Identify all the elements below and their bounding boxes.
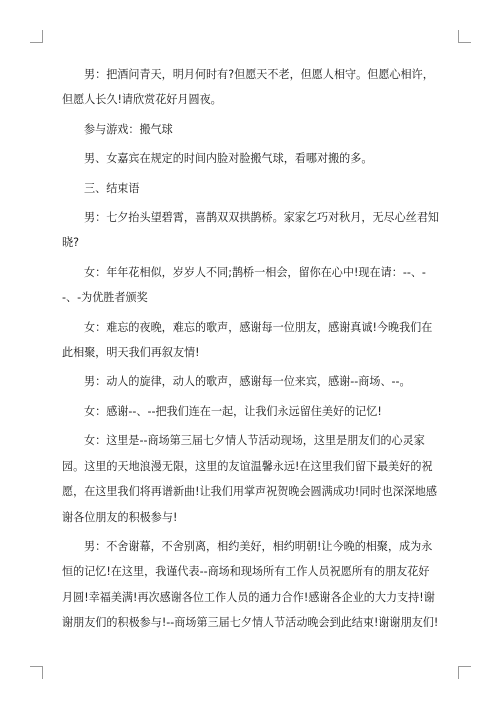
paragraph-female-closing: 女：这里是--商场第三届七夕情人节活动现场，这里是朋友们的心灵家园。这里的天地浪漫无限，这里的友谊温馨永远!在这里我们留下最美好的祝愿，在这里我们将再谱新曲!让我们用掌声祝贺晚会圆满成功!同时也深深地感谢各位朋友的积极参与!: [62, 434, 437, 524]
paragraph-male-thanks: 男：动人的旋律，动人的歌声，感谢每一位来宾，感谢--商场、--。: [84, 375, 411, 389]
paragraph-female-thanks: 女：难忘的夜晚，难忘的歌声，感谢每一位朋友，感谢真诚!今晚我们在此相聚，明天我们再叙友情!: [62, 320, 433, 360]
paragraph-female-awards: 女：年年花相似，岁岁人不同;鹊桥一相会，留你在心中!现在请：--、--、-为优胜者颁奖: [62, 265, 426, 305]
paragraph-male-closing: 男：不舍谢幕，不舍别离，相约美好，相约明朝!让今晚的相聚，成为永恒的记忆!在这里，我谨代表--商场和现场所有工作人员祝愿所有的朋友花好月圆!幸福美满!再次感谢各位工作人员的通力合作!感谢各企业的大力支持!谢谢朋友们的积极参与!--商场第三届七夕情人节活动晚会到此结束!谢谢朋友们!: [62, 539, 439, 630]
paragraph-game-rules: 男、女嘉宾在规定的时间内脸对脸搬气球，看哪对搬的多。: [84, 152, 373, 166]
paragraph-male-toast: 男：把酒问青天，明月何时有?但愿天不老，但愿人相守。但愿心相许，但愿人长久!请欣赏花好月圆夜。: [62, 68, 434, 107]
document-body: [62, 62, 439, 640]
corner-mark-top-left: [30, 30, 43, 43]
paragraph-female-memory: 女：感谢--、--把我们连在一起，让我们永远留住美好的记忆!: [84, 404, 382, 418]
corner-mark-top-right: [458, 30, 471, 43]
section-heading-closing: 三、结束语: [84, 181, 140, 195]
corner-mark-bottom-left: [30, 666, 43, 679]
corner-mark-bottom-right: [458, 666, 471, 679]
paragraph-game-title: 参与游戏：搬气球: [84, 122, 173, 136]
paragraph-male-poem: 男：七夕抬头望碧霄，喜鹊双双拱鹊桥。家家乞巧对秋月，无尽心丝君知晓?: [62, 211, 440, 250]
